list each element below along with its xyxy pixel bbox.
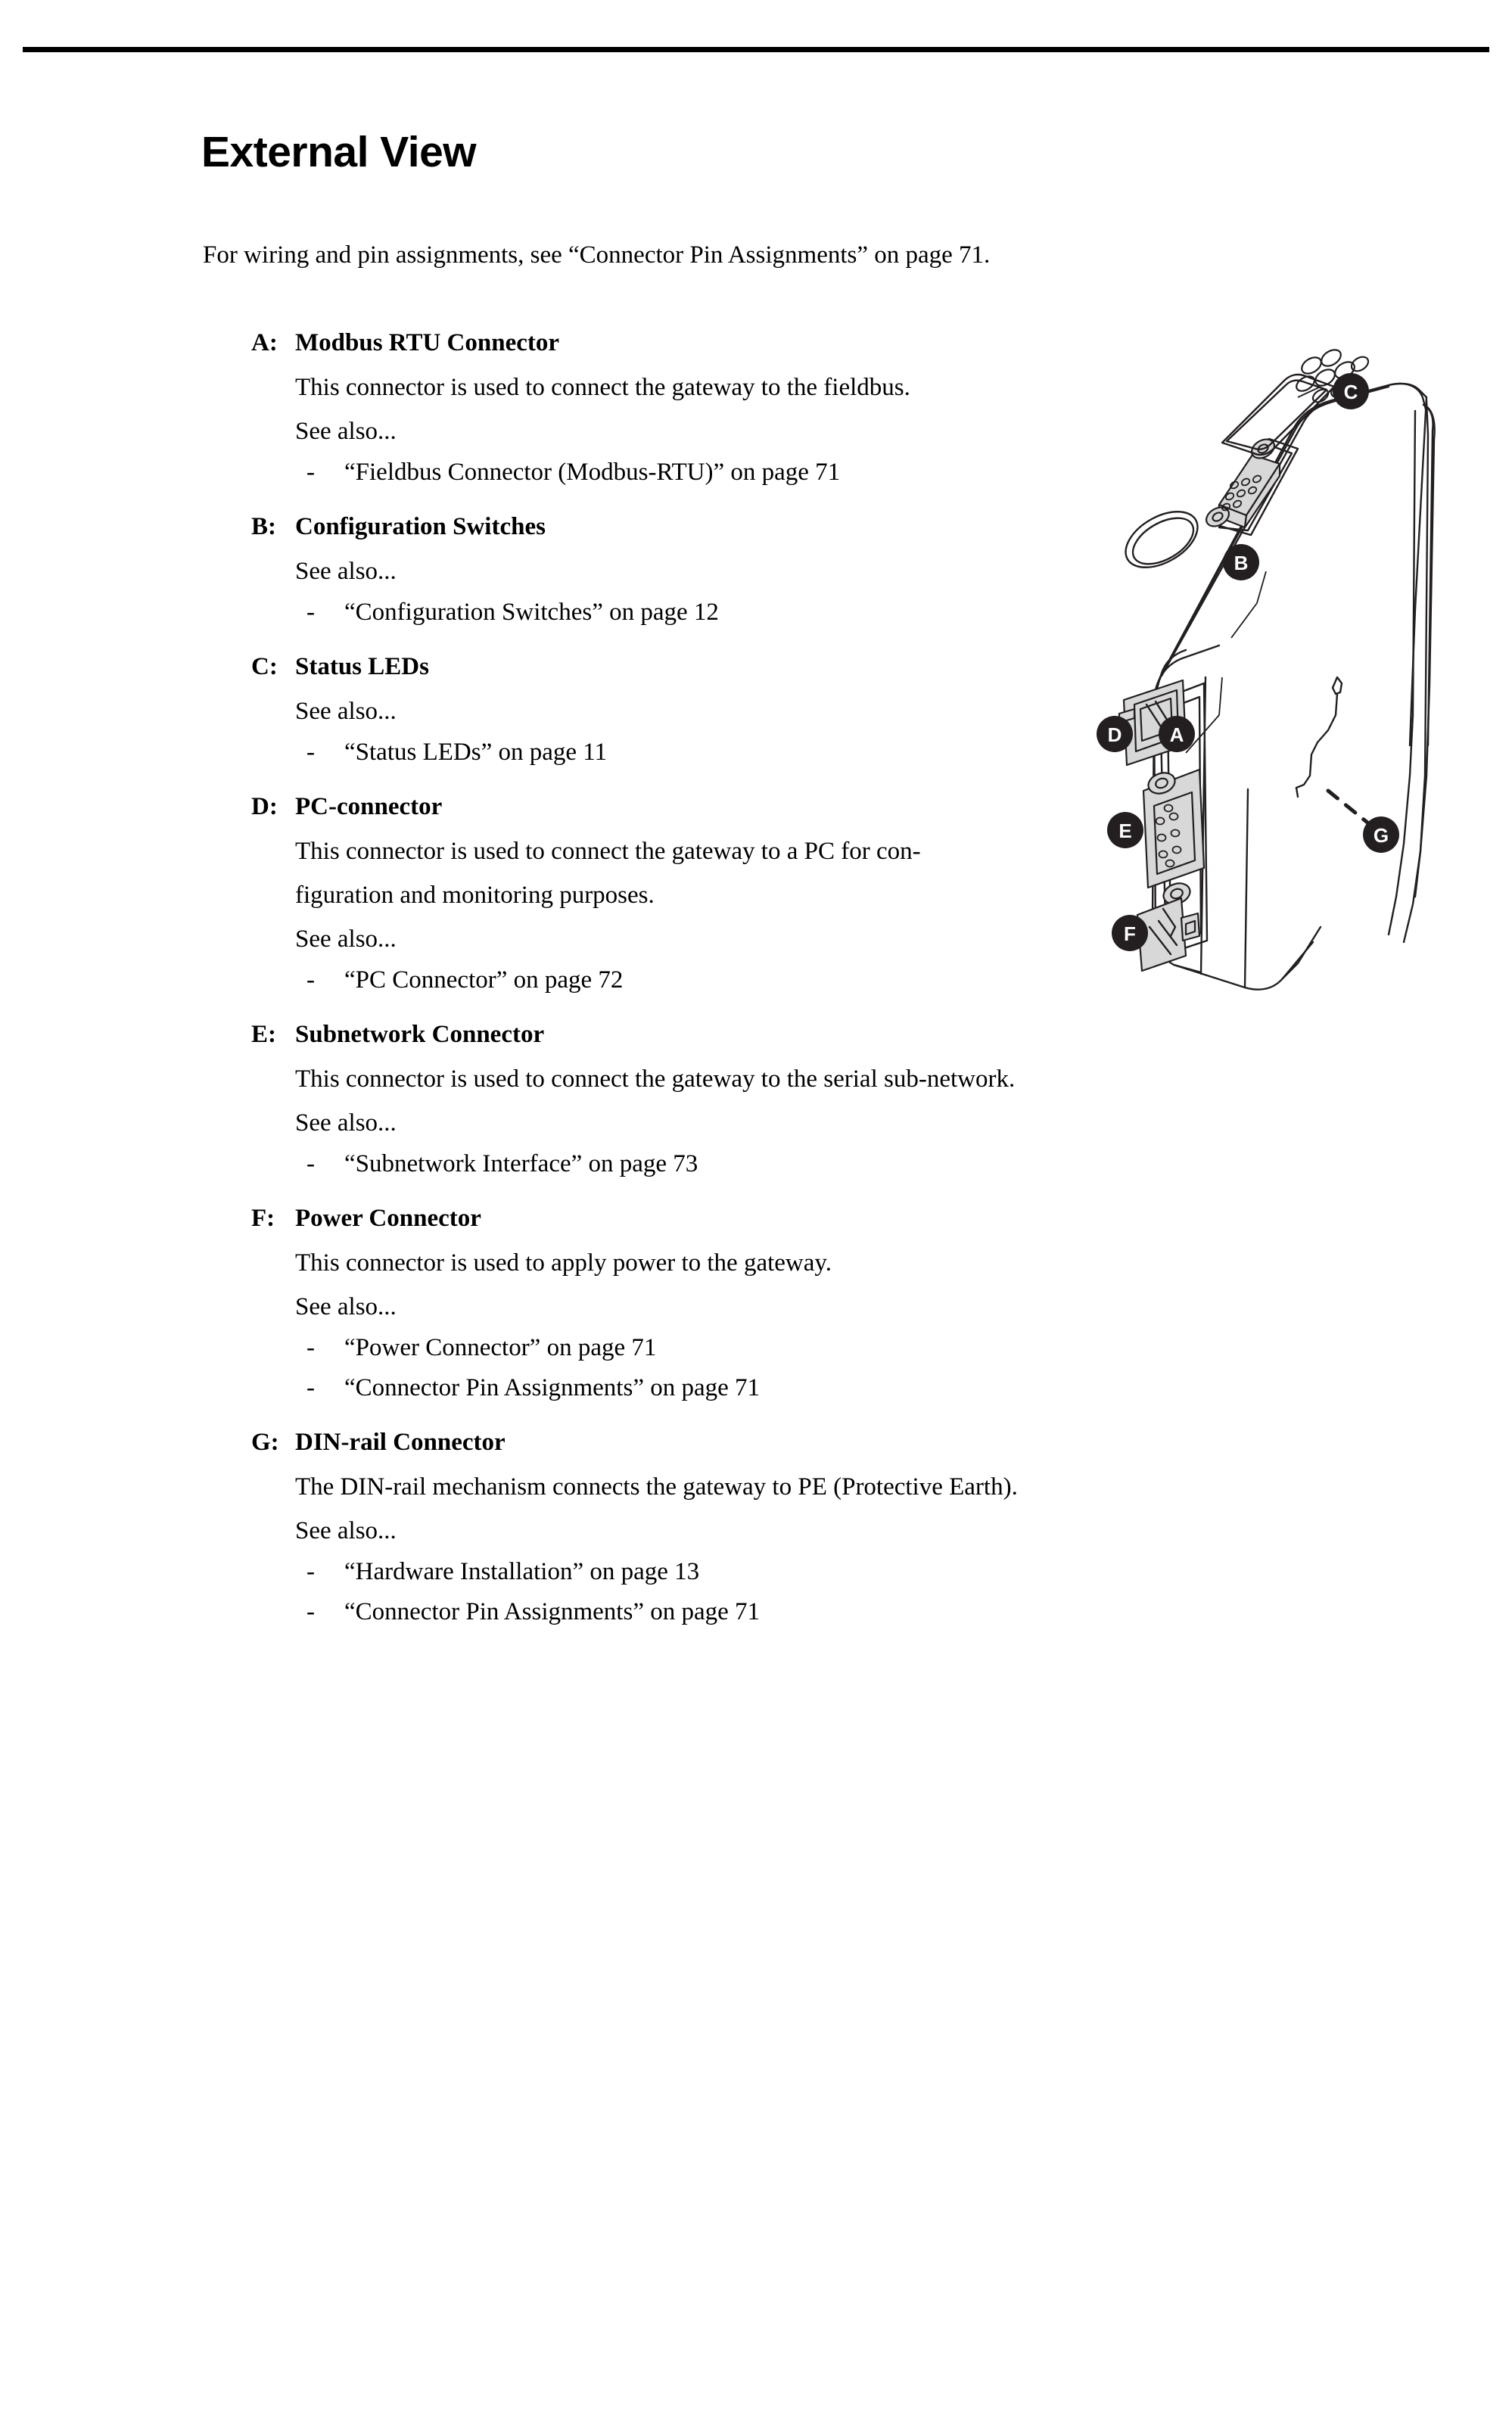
section-letter: G: (251, 1429, 279, 1456)
see-also-label: See also... (295, 418, 397, 445)
list-dash: - (306, 599, 315, 626)
see-also-label: See also... (295, 558, 397, 585)
cross-reference-list (0, 1331, 1059, 1405)
list-dash: - (306, 1150, 315, 1177)
cross-reference-link[interactable]: “Hardware Installation” on page 13 (344, 1558, 700, 1585)
body-line: The DIN-rail mechanism connects the gateway to PE (Protective Earth). (295, 1473, 1018, 1501)
cross-reference-item[interactable] (306, 1331, 1059, 1365)
callout-c-label: C (1343, 381, 1358, 403)
list-dash: - (306, 1334, 315, 1361)
cross-reference-list (0, 456, 1059, 490)
section-c (0, 649, 1059, 770)
cross-reference-item[interactable] (306, 1555, 1059, 1589)
see-also-label: See also... (295, 925, 397, 953)
list-dash: - (306, 459, 315, 486)
callout-c (1333, 373, 1369, 409)
callout-a (1159, 716, 1195, 752)
section-letter: F: (251, 1205, 275, 1232)
section-heading (251, 649, 1059, 684)
section-heading (251, 1201, 1059, 1236)
callout-b-label: B (1234, 552, 1249, 574)
section-title: Subnetwork Connector (295, 1021, 545, 1048)
body-line: This connector is used to apply power to the gateway. (295, 1249, 832, 1277)
see-also-label: See also... (295, 698, 397, 725)
callout-a-label: A (1169, 723, 1184, 746)
callout-f (1112, 915, 1148, 951)
callout-d (1097, 716, 1133, 752)
callout-e (1107, 812, 1143, 848)
cross-reference-item[interactable] (306, 963, 1059, 997)
cross-reference-link[interactable]: “Power Connector” on page 71 (344, 1334, 657, 1361)
cross-reference-item[interactable] (306, 456, 1059, 490)
cross-reference-item[interactable] (306, 1595, 1059, 1629)
section-a (0, 325, 1059, 490)
body-line: figuration and monitoring purposes. (295, 882, 655, 909)
section-title: DIN-rail Connector (295, 1429, 506, 1456)
cross-reference-list (0, 963, 1059, 997)
body-line: This connector is used to connect the gateway to the fieldbus. (295, 374, 910, 401)
intro-paragraph: For wiring and pin assignments, see “Connector Pin Assignments” on page 71. (203, 241, 991, 269)
section-letter: A: (251, 329, 278, 356)
cross-reference-link[interactable]: “Connector Pin Assignments” on page 71 (344, 1598, 761, 1625)
section-letter: E: (251, 1021, 276, 1048)
section-title: PC-connector (295, 793, 443, 820)
callout-g-label: G (1373, 824, 1389, 847)
list-dash: - (306, 1374, 315, 1401)
body-line: This connector is used to connect the gateway to the serial sub-network. (295, 1065, 1016, 1093)
callout-f-label: F (1124, 922, 1136, 945)
section-body (295, 1062, 1052, 1096)
see-also-label: See also... (295, 1109, 397, 1137)
see-also-label: See also... (295, 1517, 397, 1544)
cross-reference-list (0, 1555, 1059, 1629)
section-list (0, 325, 1059, 1649)
body-line: This connector is used to connect the gateway to a PC for con- (295, 838, 921, 865)
section-heading (251, 325, 1059, 360)
list-dash: - (306, 739, 315, 766)
section-letter: C: (251, 653, 278, 680)
cross-reference-item[interactable] (306, 1147, 1059, 1181)
section-heading (251, 789, 1059, 824)
section-body (295, 835, 1052, 912)
section-letter: B: (251, 513, 276, 540)
section-heading (251, 1425, 1059, 1460)
cross-reference-link[interactable]: “Connector Pin Assignments” on page 71 (344, 1374, 761, 1401)
cross-reference-link[interactable]: “Status LEDs” on page 11 (344, 739, 608, 766)
cross-reference-link[interactable]: “Configuration Switches” on page 12 (344, 599, 719, 626)
section-heading (251, 509, 1059, 544)
din-rail-leader-line (1328, 791, 1367, 823)
cross-reference-item[interactable] (306, 596, 1059, 630)
cross-reference-list (0, 1147, 1059, 1181)
device-illustration (1071, 322, 1510, 995)
section-g (0, 1425, 1059, 1629)
section-e (0, 1017, 1059, 1181)
section-title: Power Connector (295, 1205, 481, 1232)
header-rule (23, 47, 1489, 52)
list-dash: - (306, 966, 315, 994)
cross-reference-item[interactable] (306, 736, 1059, 770)
callout-d-label: D (1107, 723, 1122, 746)
cross-reference-link[interactable]: “PC Connector” on page 72 (344, 966, 624, 994)
cross-reference-list (0, 736, 1059, 770)
section-d (0, 789, 1059, 997)
list-dash: - (306, 1558, 315, 1585)
see-also-label: See also... (295, 1293, 397, 1320)
cross-reference-list (0, 596, 1059, 630)
section-b (0, 509, 1059, 630)
cross-reference-item[interactable] (306, 1371, 1059, 1405)
section-body (295, 1470, 1052, 1504)
section-heading (251, 1017, 1059, 1052)
cross-reference-link[interactable]: “Fieldbus Connector (Modbus-RTU)” on page 71 (344, 459, 841, 486)
section-f (0, 1201, 1059, 1405)
list-dash: - (306, 1598, 315, 1625)
section-body (295, 1246, 1052, 1280)
section-title: Modbus RTU Connector (295, 329, 560, 356)
cross-reference-link[interactable]: “Subnetwork Interface” on page 73 (344, 1150, 698, 1177)
callout-e-label: E (1118, 820, 1132, 842)
section-letter: D: (251, 793, 278, 820)
section-title: Status LEDs (295, 653, 429, 680)
callout-g (1363, 816, 1399, 853)
section-title: Configuration Switches (295, 513, 546, 540)
page-title: External View (201, 128, 477, 177)
callout-b (1223, 544, 1259, 580)
section-body (295, 371, 1052, 404)
